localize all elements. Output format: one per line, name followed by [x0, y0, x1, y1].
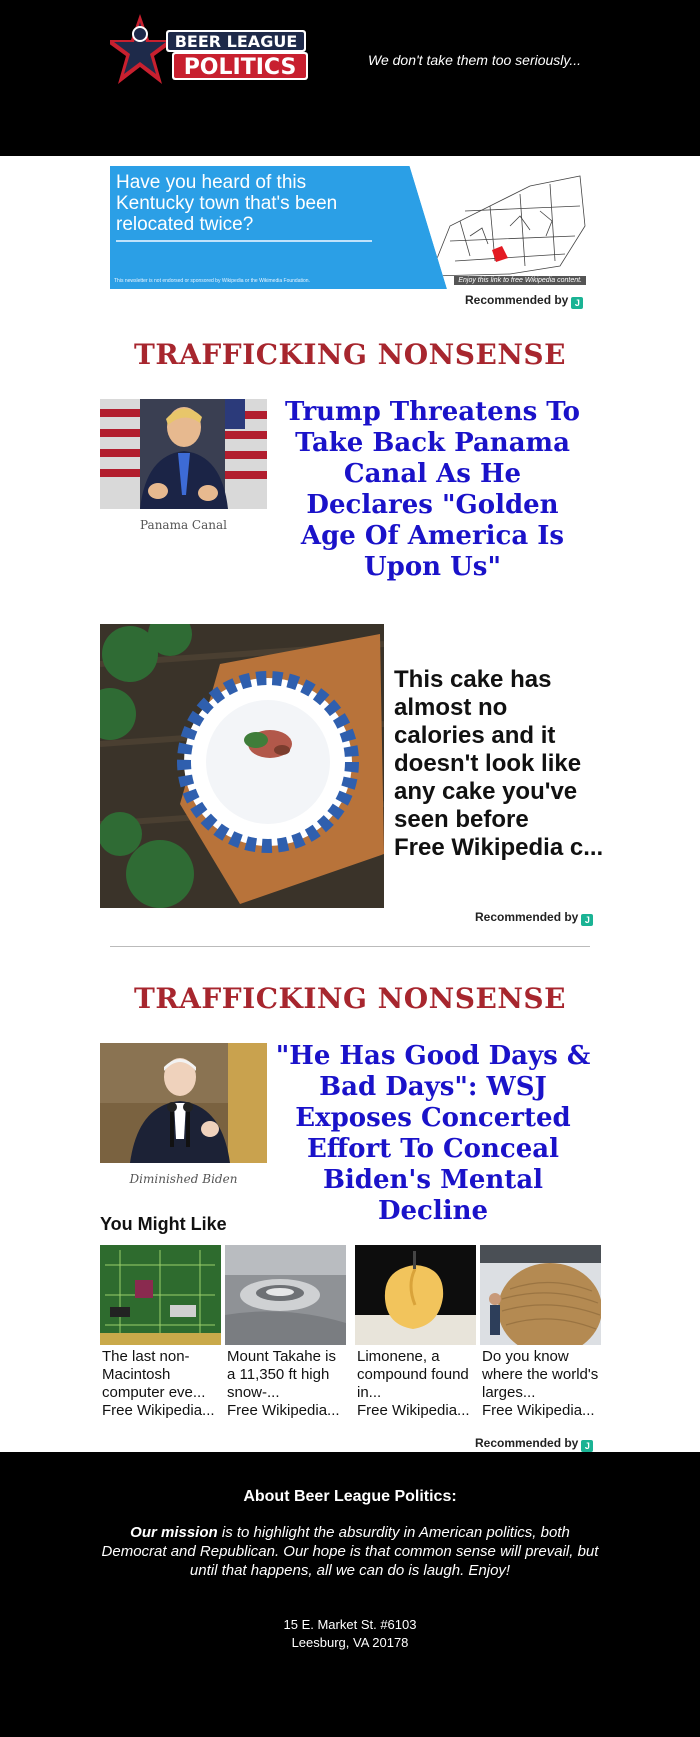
ad-map-caption: Enjoy this link to free Wikipedia content.	[454, 276, 586, 285]
biden-photo[interactable]	[100, 1043, 267, 1163]
recommendation-card[interactable]	[100, 1245, 221, 1420]
you-might-like-title: You Might Like	[100, 1214, 227, 1234]
header	[0, 0, 700, 156]
circuit-board-thumbnail	[100, 1245, 221, 1345]
recommended-text: Recommended by	[475, 910, 579, 924]
recommender-logo-icon: J	[581, 1440, 593, 1452]
footer-mission	[100, 1523, 600, 1580]
trump-photo[interactable]	[100, 399, 267, 509]
card-text: Limonene, a compound found in...	[357, 1348, 469, 1401]
footer	[0, 1452, 700, 1737]
card-source: Free Wikipedia...	[227, 1402, 340, 1419]
promo-link[interactable]	[394, 666, 604, 862]
recommended-text: Recommended by	[475, 1436, 579, 1450]
ad-divider	[116, 240, 372, 242]
recommended-by-label[interactable]	[475, 1436, 593, 1452]
recommended-text: Recommended by	[465, 293, 569, 307]
article-headline-link[interactable]: Trump Threatens To Take Back Panama Canal As He Declares "Golden Age Of America Is Upon Us"	[285, 397, 580, 582]
site-tagline: We don't take them too seriously...	[368, 52, 582, 68]
card-text: Mount Takahe is a 11,350 ft high snow-...	[227, 1348, 336, 1401]
section-title: TRAFFICKING NONSENSE	[134, 338, 566, 371]
twine-ball-thumbnail	[480, 1245, 601, 1345]
image-caption: Diminished Biden	[129, 1172, 238, 1186]
recommendation-card[interactable]	[225, 1245, 346, 1420]
cake-photo[interactable]	[100, 624, 384, 908]
image-caption: Panama Canal	[140, 518, 227, 532]
promo-source: Free Wikipedia c...	[394, 834, 604, 861]
card-source: Free Wikipedia...	[482, 1402, 595, 1419]
footer-address-line2: Leesburg, VA 20178	[291, 1635, 409, 1650]
recommendation-card[interactable]	[355, 1245, 476, 1420]
recommender-logo-icon: J	[581, 914, 593, 926]
logo-line2: POLITICS	[183, 55, 297, 80]
section-title: TRAFFICKING NONSENSE	[134, 982, 566, 1015]
mission-text: is to highlight the absurdity in American politics, both Democrat and Republican. Our hope is that common sense will prevail, but until that happens, all we can do is laugh. Enjoy!	[101, 1524, 599, 1579]
promo-text: This cake has almost no calories and it doesn't look like any cake you've seen before	[394, 666, 582, 833]
article-headline-link[interactable]: "He Has Good Days & Bad Days": WSJ Exposes Concerted Effort To Conceal Biden's Mental Decline	[275, 1041, 591, 1226]
card-text: The last non-Macintosh computer eve...	[102, 1348, 206, 1401]
kentucky-map-image	[370, 166, 590, 289]
recommendation-card[interactable]	[480, 1245, 601, 1420]
card-source: Free Wikipedia...	[357, 1402, 470, 1419]
recommended-by-label[interactable]	[475, 910, 593, 926]
mission-label: Our mission	[130, 1524, 218, 1541]
logo-line1: BEER LEAGUE	[174, 32, 298, 51]
wikipedia-ad-banner[interactable]	[110, 166, 590, 289]
recommended-by-label[interactable]	[465, 293, 583, 309]
ad-disclaimer: This newsletter is not endorsed or sponsored by Wikipedia or the Wikimedia Foundation.	[114, 278, 310, 284]
recommender-logo-icon: J	[571, 297, 583, 309]
footer-address-line1: 15 E. Market St. #6103	[283, 1617, 417, 1632]
card-source: Free Wikipedia...	[102, 1402, 215, 1419]
limonene-thumbnail	[355, 1245, 476, 1345]
site-logo[interactable]	[110, 12, 335, 98]
ad-headline[interactable]: Have you heard of this Kentucky town that's been relocated twice?	[116, 172, 338, 235]
footer-title: About Beer League Politics:	[243, 1488, 457, 1505]
section-divider	[110, 946, 590, 947]
mountain-thumbnail	[225, 1245, 346, 1345]
card-text: Do you know where the world's larges...	[482, 1348, 599, 1401]
